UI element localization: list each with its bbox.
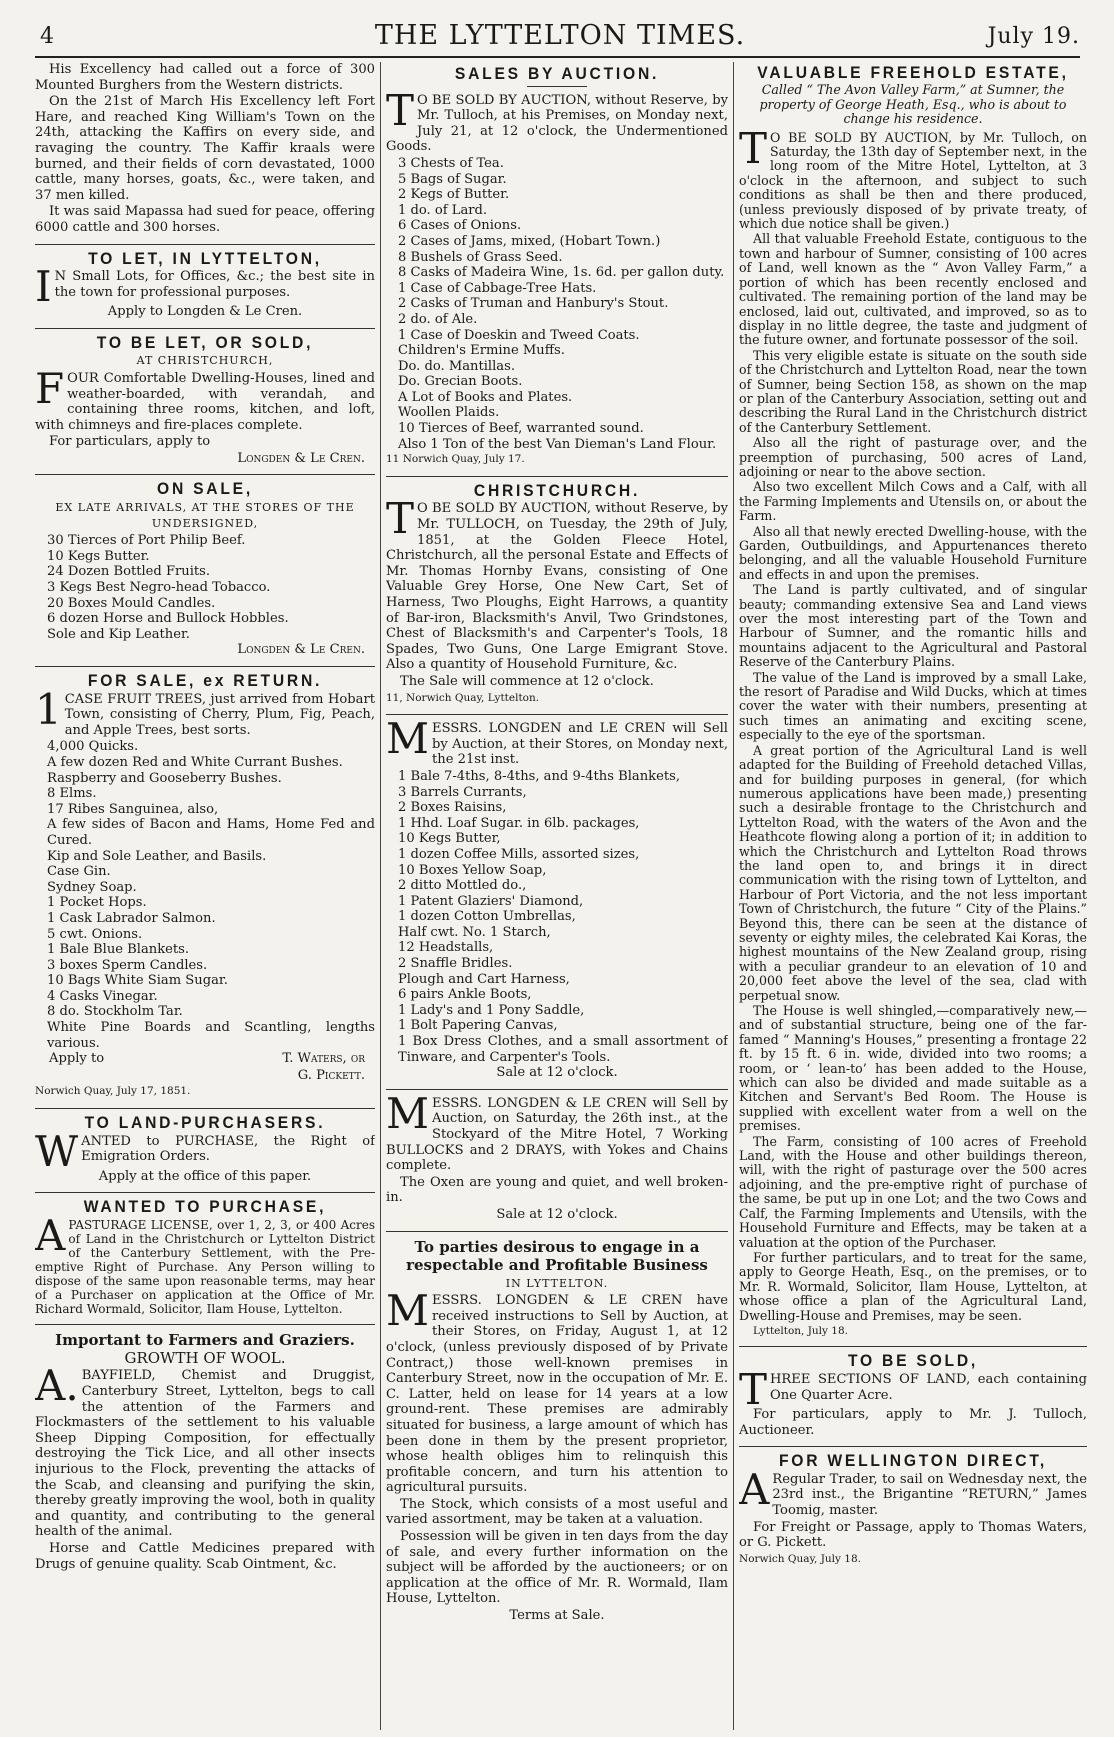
list-item: 8 Elms. <box>47 786 97 802</box>
list-item: A few dozen Red and White Currant Bushes. <box>47 754 343 770</box>
list-item: Also 1 Ton of the best Van Dieman's Land Flour. <box>398 436 717 452</box>
ad-apply: Apply to Longden & Le Cren. <box>107 304 303 320</box>
ad-heading: Important to Farmers and Graziers. <box>55 1330 355 1349</box>
ad-heading: TO BE LET, OR SOLD, <box>96 332 314 352</box>
ad-longden-stores <box>386 714 728 1081</box>
list-item: Do. Grecian Boots. <box>398 374 523 390</box>
ad-on-sale <box>35 481 375 658</box>
column-1 <box>35 62 375 1730</box>
ad-signature: Longden & Le Cren. <box>237 642 365 658</box>
drop-cap: W <box>35 1126 79 1176</box>
paper-title: THE LYTTELTON TIMES. <box>374 20 746 51</box>
list-item: Sole and Kip Leather. <box>47 626 190 642</box>
list-item: 10 Tierces of Beef, warranted sound. <box>398 421 644 437</box>
list-item: Case Gin. <box>47 864 111 880</box>
dateline: Lyttelton, July 18. <box>753 1324 849 1337</box>
ad-heading: TO LET, IN LYTTELTON, <box>88 248 322 268</box>
ad-wanted <box>35 1199 375 1316</box>
ad-body: ESSRS. LONGDEN & LE CREN have received instructions to Sell by Auction, at their Stores, on Friday, August 1, at 12 o'clock, (unless previously disposed of by Private Contract,) those well-known premises in Canterbury Street, now in the occupation of Mr. E. C. Latter, held on lease for 14 years at a low ground-rent. These premises are admirably situated for business, a large amount of which has been done in them by the present proprietor, whose health obliges him to relinquish this profitable concern, and turn his attention to agricultural pursuits. <box>386 1293 728 1496</box>
ad-subheading: GROWTH OF WOOL. <box>124 1348 286 1367</box>
drop-cap: 1 <box>35 684 62 734</box>
paragraph: All that valuable Freehold Estate, contiguous to the town and harbour of Sumner, consisting of 100 acres of Land, well known as the “ Avon Valley Farm,” a portion of which has been recently enclosed and cultivated. The remaining portion of the land may be enclosed, laid out, cultivated, and improved, so as to display in no little degree, the taste and judgment of the future owner, and fortunate possessor of the soil. <box>739 231 1087 348</box>
divider <box>35 474 375 475</box>
ad-note: The Oxen are young and quiet, and well broken-in. <box>386 1174 728 1206</box>
drop-cap: M <box>386 714 430 764</box>
column-2 <box>386 62 728 1730</box>
column-3 <box>739 62 1087 1730</box>
ad-land-purchasers <box>35 1115 375 1184</box>
list-item: White Pine Boards and Scantling, lengths various. <box>47 1020 375 1051</box>
divider <box>386 1231 728 1232</box>
divider <box>386 714 728 715</box>
masthead <box>40 20 1080 54</box>
paragraph: This very eligible estate is situate on the south side of the Christchurch and Lyttelton Road, near the town of Sumner, being Section 158, as shown on the map or plan of the Canterbury Association, setting out and describing the Rural Land in the Christchurch district of the Canterbury Settlement. <box>739 347 1087 435</box>
ad-heading: To parties desirous to engage in a respectable and Profitable Business <box>406 1237 708 1274</box>
divider <box>739 1446 1087 1447</box>
news-intro <box>35 62 375 236</box>
short-rule <box>527 86 587 87</box>
list-item: 2 Snaffle Bridles. <box>398 956 513 972</box>
list-item: 1 dozen Cotton Umbrellas, <box>398 909 576 925</box>
list-item: Children's Ermine Muffs. <box>398 343 565 359</box>
ad-christchurch <box>386 480 728 706</box>
list-item: 30 Tierces of Port Philip Beef. <box>47 533 246 549</box>
ad-heading: FOR SALE, ex RETURN. <box>87 671 323 690</box>
dateline: 11 Norwich Quay, July 17. <box>386 453 525 466</box>
list-item: 8 do. Stockholm Tar. <box>47 1004 183 1020</box>
ad-farmers <box>35 1331 375 1572</box>
ad-signature: G. Pickett. <box>297 1067 365 1083</box>
page-number: 4 <box>40 24 54 49</box>
list-item: 1 Bale 7-4ths, 8-4ths, and 9-4ths Blankets, <box>398 768 680 784</box>
ad-body: CASE FRUIT TREES, just arrived from Hobart Town, consisting of Cherry, Plum, Fig, Peach, and Apple Trees, best sorts. <box>64 691 375 738</box>
list-item: 6 Cases of Onions. <box>398 218 522 234</box>
ad-sales-by-auction <box>386 66 728 468</box>
divider <box>35 666 375 667</box>
ad-body: O BE SOLD BY AUCTION, by Mr. Tulloch, on Saturday, the 13th day of September next, in the long room of the Mitre Hotel, Lyttelton, at 3 o'clock in the afternoon, and subject to such conditions as shall be then and there produced, (unless previously disposed of by private treaty, of which due notice shall be given.) <box>739 129 1087 232</box>
list-item: 10 Kegs Butter, <box>398 831 501 847</box>
paragraph: The Farm, consisting of 100 acres of Freehold Land, with the House and other buildings thereon, will, with the right of pasturage over the 500 acres adjoining, and the pre-emptive right of purchase of the same, be put up in one Lot; and the two Cows and Calf, the Farming Implements and Utensils, with the Household Furniture and Effects, may be taken at a valuation at the option of the Purchaser. <box>739 1133 1087 1250</box>
ad-business <box>386 1238 728 1624</box>
ad-body: HREE SECTIONS OF LAND, each containing One Quarter Acre. <box>770 1371 1087 1403</box>
drop-cap: A <box>739 1464 770 1514</box>
ad-longden-bullocks <box>386 1088 728 1223</box>
list-item: A few sides of Bacon and Hams, Home Fed and Cured. <box>47 817 375 848</box>
goods-list <box>35 533 375 642</box>
list-item: 10 Boxes Yellow Soap, <box>398 862 547 878</box>
paragraph: It was said Mapassa had sued for peace, offering 6000 cattle and 300 horses. <box>35 204 375 235</box>
ad-body: ANTED to PURCHASE, the Right of Emigration Orders. <box>81 1133 375 1165</box>
column-divider <box>733 62 734 1730</box>
list-item: 10 Bags White Siam Sugar. <box>47 973 228 989</box>
ad-body: PASTURAGE LICENSE, over 1, 2, 3, or 400 Acres of Land in the Christchurch or Lyttelton District of the Canterbury Settlement, with the Pre-emptive Right of Purchase. Any Person willing to dispose of the same upon reasonable terms, may hear of a Purchaser on application at the Office of Mr. Richard Wormald, Solicitor, Ilam House, Lyttelton. <box>35 1217 375 1316</box>
ad-signature: Longden & Le Cren. <box>237 450 365 466</box>
paragraph: On the 21st of March His Excellency left Fort Hare, and reached King William's Town on the 24th, attacking the Kaffirs on every side, and ravaging the country. The Kaffir kraals were burned, and their fields of corn devastated, 1000 cattle, many horses, goats, &c., were taken, and 37 men killed. <box>35 94 375 203</box>
drop-cap: M <box>386 1088 430 1138</box>
list-item: 1 Box Dress Clothes, and a small assortment of Tinware, and Carpenter's Tools. <box>398 1034 728 1065</box>
list-item: A Lot of Books and Plates. <box>398 389 573 405</box>
ad-freehold-estate <box>739 63 1087 1338</box>
list-item: 2 ditto Mottled do., <box>398 878 527 894</box>
ad-body: BAYFIELD, Chemist and Druggist, Canterbury Street, Lyttelton, begs to call the attention of the Farmers and Flockmasters of the settlement to his valuable Sheep Dipping Composition, for effectually destroying the Tick Lice, and all other insects injurious to the Flock, preventing the attacks of the Scab, and cleansing and purifying the skin, thereby greatly improving the wool, both in quality and quantity, and contributing to the general health of the animal. <box>35 1368 375 1540</box>
list-item: 1 Patent Glaziers' Diamond, <box>398 893 584 909</box>
ad-apply: Apply at the office of this paper. <box>98 1168 312 1184</box>
ad-signature: T. Waters, or <box>282 1051 365 1067</box>
ad-stock: The Stock, which consists of a most useful and varied assortment, may be taken at a valuation. <box>386 1496 728 1528</box>
drop-cap: T <box>739 1364 768 1414</box>
list-item: 1 Lady's and 1 Pony Saddle, <box>398 1002 585 1018</box>
ad-heading: ON SALE, <box>157 479 253 499</box>
list-item: 3 Kegs Best Negro-head Tobacco. <box>47 580 271 596</box>
drop-cap: T <box>739 123 768 173</box>
drop-cap: M <box>386 1286 430 1336</box>
masthead-rule <box>35 56 1080 58</box>
ad-sale-time: Sale at 12 o'clock. <box>496 1206 618 1222</box>
paragraph: Also two excellent Milch Cows and a Calf, with all the Farming Implements and Utensils on, or about the Farm. <box>739 479 1087 524</box>
paragraph: For further particulars, and to treat for the same, apply to George Heath, Esq., on the premises, or to Mr. R. Wormald, Solicitor, Ilam House, Lyttelton, at whose office a plan of the Agricultural Land, Dwelling-House and Premises, may be seen. <box>739 1249 1087 1323</box>
list-item: 4 Casks Vinegar. <box>47 988 158 1004</box>
goods-list <box>386 156 728 452</box>
list-item: 1 do. of Lard. <box>398 202 488 218</box>
divider <box>386 1089 728 1090</box>
paragraph: His Excellency had called out a force of 300 Mounted Burghers from the Western districts. <box>35 62 375 93</box>
divider <box>35 1324 375 1325</box>
list-item: 1 Bale Blue Blankets. <box>47 942 190 958</box>
list-item: 20 Boxes Mould Candles. <box>47 595 216 611</box>
ad-freight: For Freight or Passage, apply to Thomas Waters, or G. Pickett. <box>739 1519 1087 1551</box>
list-item: 6 pairs Ankle Boots, <box>398 987 532 1003</box>
paragraph: The Land is partly cultivated, and of singular beauty; commanding extensive Sea and Land views over the most interesting part of the Town and Harbour of Sumner, and the romantic hills and mountains adjacent to the Agricultural and Pastoral Reserve of the Canterbury Plains. <box>739 582 1087 670</box>
apply-label: Apply to <box>49 1051 105 1067</box>
divider <box>35 1108 375 1109</box>
ad-particulars: For particulars, apply to <box>49 434 211 450</box>
list-item: 5 Bags of Sugar. <box>398 171 507 187</box>
list-item: 17 Ribes Sanguinea, also, <box>47 801 219 817</box>
ad-body: O BE SOLD BY AUCTION, without Reserve, by Mr. TULLOCH, on Tuesday, the 29th of July, 1851, at the Golden Fleece Hotel, Christchurch, all the personal Estate and Effects of Mr. Thomas Hornby Evans, consisting of One Valuable Grey Horse, One New Cart, Set of Harness, Two Ploughs, Eight Harrows, a quantity of Bar-iron, Blacksmith's Anvil, Two Grindstones, Chest of Blacksmith's and Carpenter's Tools, 18 Spades, Two Guns, One Large Emigrant Stove. Also a quantity of Household Furniture, &c. <box>386 501 728 673</box>
drop-cap: T <box>386 85 415 135</box>
drop-cap: F <box>35 363 65 413</box>
goods-list <box>35 739 375 1051</box>
paragraph: A great portion of the Agricultural Land is well adapted for the Building of Freehold detached Villas, and for building purposes in general, (for which numerous applications have been made,) presenting such a desirable frontage to the Christchurch and Lyttelton Road, with the waters of the Avon and the Heathcote flowing along a portion of it; in addition to which the Christchurch and Lyttelton Road throws the land open to, and brings it in direct communication with the rising town of Lyttelton, and Harbour of Port Victoria, and the not less important Town of Christchurch, the future “ City of the Plains.” Beyond this, there can be seen at the distance of seventy or eighty miles, the celebrated Kai Koras, the highest mountains of the New Zealand group, rising with a peculiar grandeur to an elevation of 10 and 20,000 feet above the level of the sea, clad with perpetual snow. <box>739 742 1087 1003</box>
drop-cap: T <box>386 494 415 544</box>
list-item: 4,000 Quicks. <box>47 739 139 755</box>
ad-to-be-sold <box>739 1353 1087 1438</box>
list-item: Raspberry and Gooseberry Bushes. <box>47 770 282 786</box>
ad-commence: The Sale will commence at 12 o'clock. <box>400 673 654 689</box>
ad-subheading: EX LATE ARRIVALS, AT THE STORES OF THE UNDERSIGNED, <box>55 501 355 530</box>
list-item: 2 Boxes Raisins, <box>398 800 507 816</box>
list-item: Kip and Sole Leather, and Basils. <box>47 848 267 864</box>
ad-to-be-let <box>35 332 375 467</box>
list-item: 1 Hhd. Loaf Sugar. in 6lb. packages, <box>398 815 640 831</box>
ad-possession: Possession will be given in ten days from the day of sale, and every further information on the subject will be afforded by the auctioneers; or on application at the office of Mr. R. Wormald, Ilam House, Lyttelton. <box>386 1529 728 1607</box>
ad-subheading: Called “ The Avon Valley Farm,” at Sumner, the property of George Heath, Esq., who is about to change his residence. <box>759 82 1067 127</box>
divider <box>35 328 375 329</box>
ad-body: ESSRS. LONGDEN and LE CREN will Sell by Auction, at their Stores, on Monday next, the 21st inst. <box>432 721 728 768</box>
list-item: 12 Headstalls, <box>398 940 494 956</box>
drop-cap: I <box>35 262 52 312</box>
ad-body: O BE SOLD BY AUCTION, without Reserve, by Mr. Tulloch, at his Premises, on Monday next, July 21, at 12 o'clock, the Undermentioned Goods. <box>386 92 728 155</box>
ad-heading: SALES BY AUCTION. <box>454 64 660 83</box>
list-item: 1 Cask Labrador Salmon. <box>47 910 216 926</box>
list-item: 8 Bushels of Grass Seed. <box>398 249 563 265</box>
paragraph: Also all that newly erected Dwelling-house, with the Garden, Outbuildings, and Appurtenances thereto belonging, and all the valuable Household Furniture and effects in and upon the premises. <box>739 523 1087 582</box>
list-item: Woollen Plaids. <box>398 405 500 421</box>
list-item: 2 do. of Ale. <box>398 311 478 327</box>
ad-heading: TO LAND-PURCHASERS. <box>84 1113 326 1133</box>
list-item: 3 Chests of Tea. <box>398 155 504 171</box>
ad-heading: WANTED TO PURCHASE, <box>83 1197 327 1217</box>
list-item: 1 Case of Doeskin and Tweed Coats. <box>398 327 640 343</box>
drop-cap: A. <box>35 1361 79 1411</box>
ad-heading: TO BE SOLD, <box>847 1351 979 1371</box>
ad-wellington <box>739 1453 1087 1567</box>
paragraph: The value of the Land is improved by a small Lake, the resort of Paradise and Wild Ducks, which at times cover the water with their numbers, presenting at such times an animating and exciting scene, especially to the eye of the sportsman. <box>739 669 1087 743</box>
divider <box>35 1192 375 1193</box>
ad-subheading: IN LYTTELTON. <box>505 1276 609 1290</box>
list-item: Sydney Soap. <box>47 879 137 895</box>
list-item: Half cwt. No. 1 Starch, <box>398 924 551 940</box>
list-item: 1 Bolt Papering Canvas, <box>398 1018 558 1034</box>
ad-heading: VALUABLE FREEHOLD ESTATE, <box>757 63 1069 82</box>
ad-sale-time: Sale at 12 o'clock. <box>496 1065 618 1081</box>
ad-heading: CHRISTCHURCH. <box>473 480 641 500</box>
divider <box>386 476 728 477</box>
ad-body: ESSRS. LONGDEN & LE CREN will Sell by Auction, on Saturday, the 26th inst., at the Stockyard of the Mitre Hotel, 7 Working BULLOCKS and 2 DRAYS, with Yokes and Chains complete. <box>386 1095 728 1174</box>
ad-footer: Horse and Cattle Medicines prepared with Drugs of genuine quality. Scab Ointment, &c. <box>35 1540 375 1572</box>
paragraph: Also all the right of pasturage over, and the preemption of purchasing, 500 acres of Land, adjoining or near to the above section. <box>739 435 1087 479</box>
ad-apply <box>35 1051 375 1067</box>
list-item: 8 Casks of Madeira Wine, 1s. 6d. per gallon duty. <box>398 265 725 281</box>
ad-subheading: AT CHRISTCHURCH, <box>136 354 274 368</box>
paragraph: The House is well shingled,—comparatively new,—and of substantial structure, being one of the far-famed “ Manning's Houses,” presenting a frontage 22 ft. by 15 ft. 6 in. wide, divided into two rooms; a room, or ‘ lean-to’ has been added to the House, which can also be divided and made suitable as a Kitchen and Servant's Bed Room. The House is supplied with excellent water from a well on the premises. <box>739 1003 1087 1134</box>
ad-body: OUR Comfortable Dwelling-Houses, lined and weather-boarded, with verandah, and containing three rooms, kitchen, and loft, with chimneys and fire-places complete. <box>35 370 375 433</box>
ad-body: N Small Lots, for Offices, &c.; the best site in the town for professional purposes. <box>54 269 375 300</box>
list-item: Plough and Cart Harness, <box>398 971 570 987</box>
list-item: 2 Kegs of Butter. <box>398 187 510 203</box>
list-item: 2 Cases of Jams, mixed, (Hobart Town.) <box>398 233 661 249</box>
list-item: 2 Casks of Truman and Hanbury's Stout. <box>398 296 669 312</box>
goods-list <box>386 769 728 1065</box>
column-divider <box>380 62 381 1730</box>
list-item: 10 Kegs Butter. <box>47 548 150 564</box>
list-item: 3 boxes Sperm Candles. <box>47 957 208 973</box>
dateline: 11, Norwich Quay, Lyttelton. <box>386 691 540 704</box>
list-item: 1 Case of Cabbage-Tree Hats. <box>398 280 597 296</box>
dateline: Norwich Quay, July 17, 1851. <box>35 1085 191 1098</box>
dateline: Norwich Quay, July 18. <box>739 1552 861 1565</box>
divider <box>35 244 375 245</box>
ad-for-sale <box>35 673 375 1100</box>
ad-particulars: For particulars, apply to Mr. J. Tulloch, Auctioneer. <box>739 1406 1087 1438</box>
ad-to-let <box>35 248 375 320</box>
list-item: 5 cwt. Onions. <box>47 926 143 942</box>
list-item: 3 Barrels Currants, <box>398 784 527 800</box>
divider <box>739 1346 1087 1347</box>
list-item: 1 dozen Coffee Mills, assorted sizes, <box>398 846 640 862</box>
ad-terms: Terms at Sale. <box>509 1608 605 1624</box>
list-item: Do. do. Mantillas. <box>398 358 515 374</box>
drop-cap: A <box>35 1210 66 1260</box>
list-item: 6 dozen Horse and Bullock Hobbles. <box>47 611 289 627</box>
ad-heading: FOR WELLINGTON DIRECT, <box>778 1451 1048 1471</box>
ad-body: Regular Trader, to sail on Wednesday next, the 23rd inst., the Brigantine “RETURN,” James Toomig, master. <box>772 1471 1087 1518</box>
issue-date: July 19. <box>987 24 1080 49</box>
list-item: 24 Dozen Bottled Fruits. <box>47 564 211 580</box>
list-item: 1 Pocket Hops. <box>47 895 147 911</box>
